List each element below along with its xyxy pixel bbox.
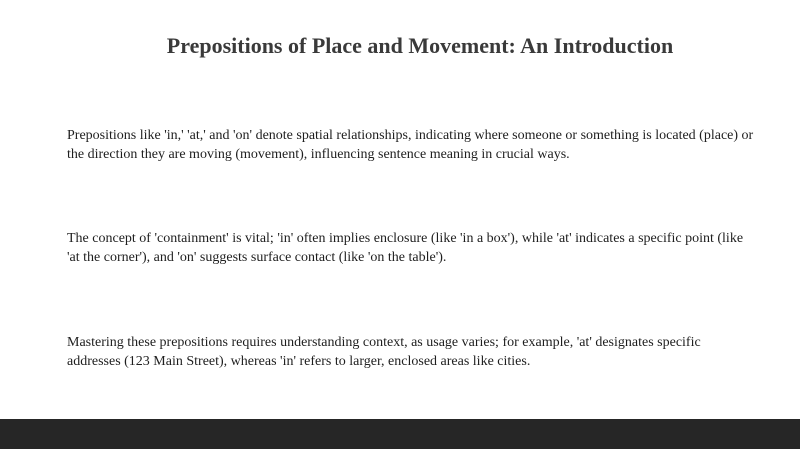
slide-title: Prepositions of Place and Movement: An Introduction: [166, 33, 674, 58]
paragraph-1: Prepositions like 'in,' 'at,' and 'on' denote spatial relationships, indicating where someone or something is located (place) or the direction they are moving (movement), influencing sentence meaning in crucial ways.: [67, 128, 754, 162]
bottom-bar: [0, 419, 800, 449]
paragraph-3: Mastering these prepositions requires understanding context, as usage varies; for example, 'at' designates specific addresses (123 Main Street), whereas 'in' refers to larger, enclosed areas like cities.: [67, 335, 701, 369]
paragraph-2: The concept of 'containment' is vital; 'in' often implies enclosure (like 'in a box'), while 'at' indicates a specific point (like 'at the corner'), and 'on' suggests surface contact (like 'on the table').: [67, 231, 744, 265]
